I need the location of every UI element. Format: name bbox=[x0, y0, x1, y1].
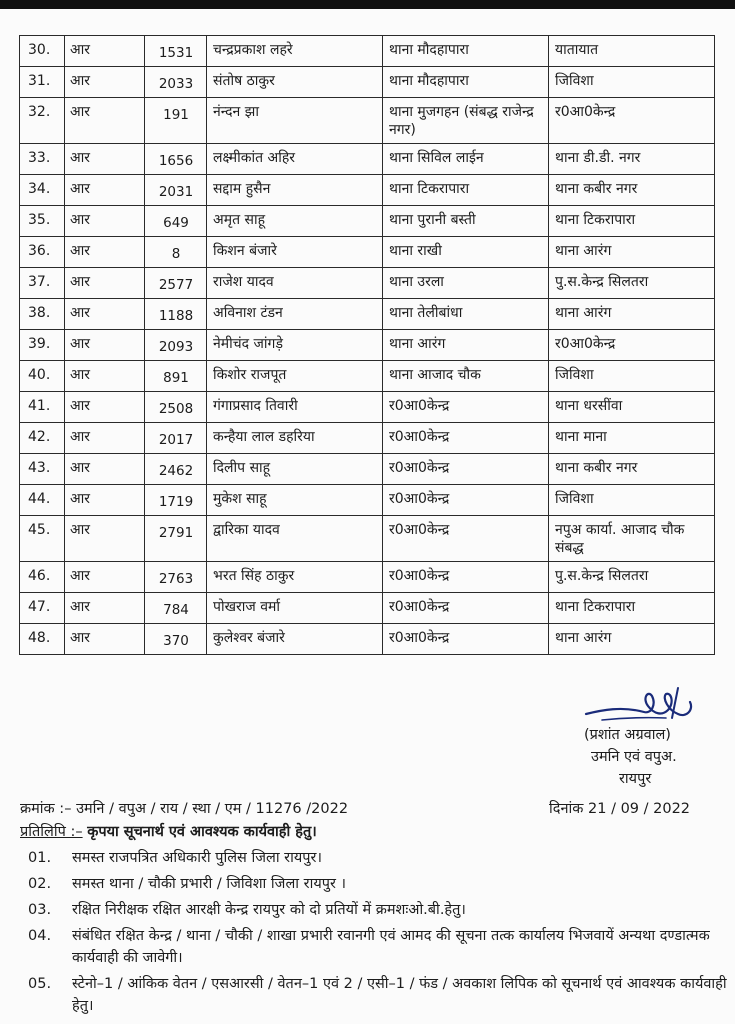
current-posting: र0आ0केन्द्र bbox=[383, 562, 549, 593]
rank-cell: आर bbox=[65, 206, 145, 237]
row-number: 38. bbox=[20, 299, 65, 330]
employee-name: द्वारिका यादव bbox=[207, 516, 383, 562]
badge-number: 784 bbox=[145, 593, 207, 624]
rank-cell: आर bbox=[65, 299, 145, 330]
badge-number: 2033 bbox=[145, 67, 207, 98]
current-posting: थाना आरंग bbox=[383, 330, 549, 361]
badge-number: 2017 bbox=[145, 423, 207, 454]
badge-number: 2508 bbox=[145, 392, 207, 423]
current-posting: थाना पुरानी बस्ती bbox=[383, 206, 549, 237]
badge-number: 891 bbox=[145, 361, 207, 392]
rank-cell: आर bbox=[65, 144, 145, 175]
table-row bbox=[20, 237, 715, 268]
new-posting: थाना आरंग bbox=[549, 237, 715, 268]
employee-name: कुलेश्वर बंजारे bbox=[207, 624, 383, 655]
table-row bbox=[20, 268, 715, 299]
row-number: 48. bbox=[20, 624, 65, 655]
new-posting: थाना कबीर नगर bbox=[549, 454, 715, 485]
new-posting: जिविशा bbox=[549, 485, 715, 516]
distribution-item-text: समस्त थाना / चौकी प्रभारी / जिविशा जिला रायपुर । bbox=[72, 876, 347, 892]
table-row bbox=[20, 593, 715, 624]
row-number: 30. bbox=[20, 36, 65, 67]
badge-number: 1188 bbox=[145, 299, 207, 330]
table-row bbox=[20, 516, 715, 562]
rank-cell: आर bbox=[65, 237, 145, 268]
distribution-list bbox=[20, 847, 735, 1021]
table-row bbox=[20, 98, 715, 144]
employee-name: अविनाश टंडन bbox=[207, 299, 383, 330]
current-posting: र0आ0केन्द्र bbox=[383, 454, 549, 485]
rank-cell: आर bbox=[65, 624, 145, 655]
employee-name: किशन बंजारे bbox=[207, 237, 383, 268]
row-number: 46. bbox=[20, 562, 65, 593]
row-number: 43. bbox=[20, 454, 65, 485]
badge-number: 2577 bbox=[145, 268, 207, 299]
table-row bbox=[20, 392, 715, 423]
badge-number: 1656 bbox=[145, 144, 207, 175]
badge-number: 2763 bbox=[145, 562, 207, 593]
new-posting: थाना आरंग bbox=[549, 624, 715, 655]
distribution-item-number: 02. bbox=[28, 876, 52, 892]
badge-number: 1531 bbox=[145, 36, 207, 67]
distribution-item-text: संबंधित रक्षित केन्द्र / थाना / चौकी / शाखा प्रभारी रवानगी एवं आमद की सूचना तत्क कार्यालय भिजवायें अन्यथा दण्डात्मक कार्यवाही की जावेगी। bbox=[72, 928, 710, 966]
order-number-line bbox=[20, 798, 348, 818]
employee-name: मुकेश साहू bbox=[207, 485, 383, 516]
new-posting: थाना माना bbox=[549, 423, 715, 454]
distribution-item-text: रक्षित निरीक्षक रक्षित आरक्षी केन्द्र रायपुर को दो प्रतियों में क्रमशःओ.बी.हेतु। bbox=[72, 902, 466, 918]
table-row bbox=[20, 454, 715, 485]
new-posting: जिविशा bbox=[549, 361, 715, 392]
distribution-item-number: 05. bbox=[28, 976, 52, 992]
table-row bbox=[20, 67, 715, 98]
current-posting: र0आ0केन्द्र bbox=[383, 593, 549, 624]
employee-name: सद्दाम हुसैन bbox=[207, 175, 383, 206]
rank-cell: आर bbox=[65, 485, 145, 516]
new-posting: थाना आरंग bbox=[549, 299, 715, 330]
new-posting: नपुअ कार्या. आजाद चौक संबद्ध bbox=[549, 516, 715, 562]
rank-cell: आर bbox=[65, 330, 145, 361]
rank-cell: आर bbox=[65, 175, 145, 206]
current-posting: थाना टिकरापारा bbox=[383, 175, 549, 206]
badge-number: 370 bbox=[145, 624, 207, 655]
employee-name: नंन्दन झा bbox=[207, 98, 383, 144]
new-posting: थाना डी.डी. नगर bbox=[549, 144, 715, 175]
transfer-table-body bbox=[20, 36, 715, 655]
row-number: 44. bbox=[20, 485, 65, 516]
distribution-item-number: 03. bbox=[28, 902, 52, 918]
employee-name: संतोष ठाकुर bbox=[207, 67, 383, 98]
distribution-item-text: समस्त राजपत्रित अधिकारी पुलिस जिला रायपुर। bbox=[72, 850, 322, 866]
row-number: 35. bbox=[20, 206, 65, 237]
distribution-item bbox=[20, 925, 735, 969]
order-date-line bbox=[549, 798, 690, 818]
row-number: 40. bbox=[20, 361, 65, 392]
distribution-item bbox=[20, 899, 735, 921]
employee-name: राजेश यादव bbox=[207, 268, 383, 299]
new-posting: थाना कबीर नगर bbox=[549, 175, 715, 206]
current-posting: र0आ0केन्द्र bbox=[383, 392, 549, 423]
rank-cell: आर bbox=[65, 562, 145, 593]
badge-number: 2462 bbox=[145, 454, 207, 485]
rank-cell: आर bbox=[65, 392, 145, 423]
rank-cell: आर bbox=[65, 516, 145, 562]
current-posting: थाना सिविल लाईन bbox=[383, 144, 549, 175]
employee-name: किशोर राजपूत bbox=[207, 361, 383, 392]
row-number: 33. bbox=[20, 144, 65, 175]
new-posting: र0आ0केन्द्र bbox=[549, 330, 715, 361]
table-row bbox=[20, 562, 715, 593]
table-row bbox=[20, 175, 715, 206]
table-row bbox=[20, 206, 715, 237]
employee-name: कन्हैया लाल डहरिया bbox=[207, 423, 383, 454]
new-posting: थाना टिकरापारा bbox=[549, 206, 715, 237]
new-posting: थाना धरसींवा bbox=[549, 392, 715, 423]
distribution-item bbox=[20, 847, 735, 869]
current-posting: थाना मौदहापारा bbox=[383, 67, 549, 98]
employee-name: भरत सिंह ठाकुर bbox=[207, 562, 383, 593]
employee-name: चन्द्रप्रकाश लहरे bbox=[207, 36, 383, 67]
copy-text: कृपया सूचनार्थ एवं आवश्यक कार्यवाही हेतु। bbox=[87, 824, 317, 840]
employee-name: गंगाप्रसाद तिवारी bbox=[207, 392, 383, 423]
table-row bbox=[20, 624, 715, 655]
current-posting: थाना मुजगहन (संबद्ध राजेन्द्र नगर) bbox=[383, 98, 549, 144]
row-number: 47. bbox=[20, 593, 65, 624]
rank-cell: आर bbox=[65, 593, 145, 624]
badge-number: 649 bbox=[145, 206, 207, 237]
table-row bbox=[20, 423, 715, 454]
row-number: 37. bbox=[20, 268, 65, 299]
rank-cell: आर bbox=[65, 67, 145, 98]
employee-name: पोखराज वर्मा bbox=[207, 593, 383, 624]
table-row bbox=[20, 299, 715, 330]
order-reference: उमनि / वपुअ / राय / स्था / एम / 11276 /2022 bbox=[76, 801, 349, 817]
table-row bbox=[20, 361, 715, 392]
row-number: 32. bbox=[20, 98, 65, 144]
employee-name: लक्ष्मीकांत अहिर bbox=[207, 144, 383, 175]
badge-number: 2093 bbox=[145, 330, 207, 361]
signatory-place: रायपुर bbox=[619, 771, 652, 787]
row-number: 31. bbox=[20, 67, 65, 98]
rank-cell: आर bbox=[65, 36, 145, 67]
row-number: 41. bbox=[20, 392, 65, 423]
badge-number: 2031 bbox=[145, 175, 207, 206]
date-label: दिनांक bbox=[549, 801, 584, 817]
rank-cell: आर bbox=[65, 268, 145, 299]
employee-name: अमृत साहू bbox=[207, 206, 383, 237]
copy-heading bbox=[20, 821, 317, 841]
new-posting: थाना टिकरापारा bbox=[549, 593, 715, 624]
order-label: क्रमांक :– bbox=[20, 801, 72, 817]
row-number: 36. bbox=[20, 237, 65, 268]
table-row bbox=[20, 36, 715, 67]
current-posting: थाना उरला bbox=[383, 268, 549, 299]
rank-cell: आर bbox=[65, 98, 145, 144]
new-posting: र0आ0केन्द्र bbox=[549, 98, 715, 144]
current-posting: थाना तेलीबांधा bbox=[383, 299, 549, 330]
top-edge-bar bbox=[0, 0, 735, 9]
badge-number: 1719 bbox=[145, 485, 207, 516]
new-posting: पु.स.केन्द्र सिलतरा bbox=[549, 562, 715, 593]
current-posting: र0आ0केन्द्र bbox=[383, 423, 549, 454]
current-posting: थाना आजाद चौक bbox=[383, 361, 549, 392]
table-row bbox=[20, 485, 715, 516]
current-posting: थाना मौदहापारा bbox=[383, 36, 549, 67]
current-posting: र0आ0केन्द्र bbox=[383, 485, 549, 516]
badge-number: 8 bbox=[145, 237, 207, 268]
row-number: 39. bbox=[20, 330, 65, 361]
rank-cell: आर bbox=[65, 361, 145, 392]
current-posting: र0आ0केन्द्र bbox=[383, 624, 549, 655]
order-date: 21 / 09 / 2022 bbox=[588, 801, 691, 817]
new-posting: यातायात bbox=[549, 36, 715, 67]
distribution-item-number: 01. bbox=[28, 850, 52, 866]
new-posting: पु.स.केन्द्र सिलतरा bbox=[549, 268, 715, 299]
new-posting: जिविशा bbox=[549, 67, 715, 98]
distribution-item-text: स्टेनो–1 / आंकिक वेतन / एसआरसी / वेतन–1 एवं 2 / एसी–1 / फंड / अवकाश लिपिक को सूचनार्थ एवं आवश्यक कार्यवाही हेतु। bbox=[72, 976, 727, 1014]
rank-cell: आर bbox=[65, 423, 145, 454]
current-posting: थाना राखी bbox=[383, 237, 549, 268]
signatory-designation: उमनि एवं वपुअ. bbox=[591, 749, 677, 765]
distribution-item bbox=[20, 973, 735, 1017]
row-number: 42. bbox=[20, 423, 65, 454]
badge-number: 2791 bbox=[145, 516, 207, 562]
copy-label: प्रतिलिपि :– bbox=[20, 824, 83, 840]
distribution-item bbox=[20, 873, 735, 895]
table-row bbox=[20, 144, 715, 175]
current-posting: र0आ0केन्द्र bbox=[383, 516, 549, 562]
table-row bbox=[20, 330, 715, 361]
row-number: 34. bbox=[20, 175, 65, 206]
rank-cell: आर bbox=[65, 454, 145, 485]
employee-name: दिलीप साहू bbox=[207, 454, 383, 485]
distribution-item-number: 04. bbox=[28, 928, 52, 944]
transfer-table bbox=[19, 35, 715, 655]
employee-name: नेमीचंद जांगड़े bbox=[207, 330, 383, 361]
signatory-name: (प्रशांत अग्रवाल) bbox=[584, 727, 671, 743]
signature-scribble bbox=[582, 684, 722, 728]
row-number: 45. bbox=[20, 516, 65, 562]
badge-number: 191 bbox=[145, 98, 207, 144]
